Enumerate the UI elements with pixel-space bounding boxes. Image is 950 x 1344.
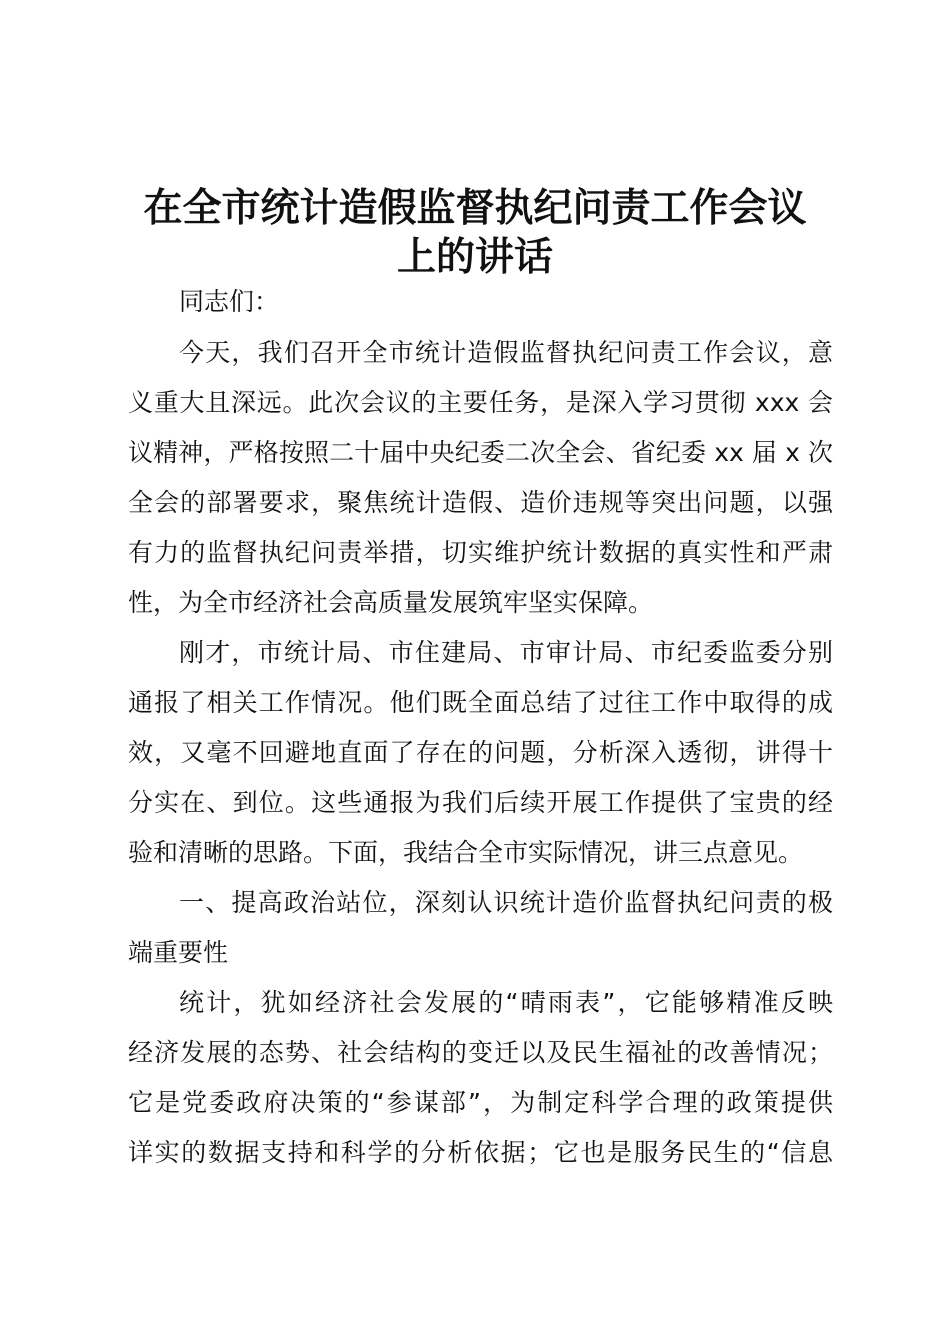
paragraph-line: 议精神，严格按照二十届中央纪委二次全会、省纪委 xx 届 x 次 — [128, 438, 833, 467]
paragraph-line: 验和清晰的思路。下面，我结合全市实际情况，讲三点意见。 — [128, 838, 804, 867]
paragraph-line: 效，又毫不回避地直面了存在的问题，分析深入透彻，讲得十 — [128, 738, 833, 767]
paragraph-line: 全会的部署要求，聚焦统计造假、造价违规等突出问题，以强 — [128, 488, 833, 517]
paragraph-line: 通报了相关工作情况。他们既全面总结了过往工作中取得的成 — [128, 688, 833, 717]
document-title-line-1: 在全市统计造假监督执纪问责工作会议 — [143, 186, 807, 231]
paragraph-line: 刚才，市统计局、市住建局、市审计局、市纪委监委分别 — [179, 638, 833, 667]
paragraph-line: 有力的监督执纪问责举措，切实维护统计数据的真实性和严肃 — [128, 538, 833, 567]
paragraph-line: 经济发展的态势、社会结构的变迁以及民生福祉的改善情况； — [128, 1038, 833, 1067]
paragraph-line: 详实的数据支持和科学的分析依据；它也是服务民生的“信息 — [128, 1138, 833, 1167]
document-title-line-2: 上的讲话 — [396, 235, 553, 280]
paragraph-line: 统计，犹如经济社会发展的“晴雨表”，它能够精准反映 — [179, 988, 833, 1017]
paragraph-line: 分实在、到位。这些通报为我们后续开展工作提供了宝贵的经 — [128, 788, 833, 817]
paragraph-line: 义重大且深远。此次会议的主要任务，是深入学习贯彻 xxx 会 — [128, 388, 833, 417]
paragraph-line: 它是党委政府决策的“参谋部”，为制定科学合理的政策提供 — [128, 1088, 833, 1117]
paragraph-line: 性，为全市经济社会高质量发展筑牢坚实保障。 — [128, 588, 654, 617]
section-heading-line: 端重要性 — [128, 938, 229, 967]
paragraph-line: 今天，我们召开全市统计造假监督执纪问责工作会议，意 — [179, 338, 833, 367]
section-heading-line: 一、提高政治站位，深刻认识统计造价监督执纪问责的极 — [179, 888, 833, 917]
salutation: 同志们： — [179, 287, 280, 316]
